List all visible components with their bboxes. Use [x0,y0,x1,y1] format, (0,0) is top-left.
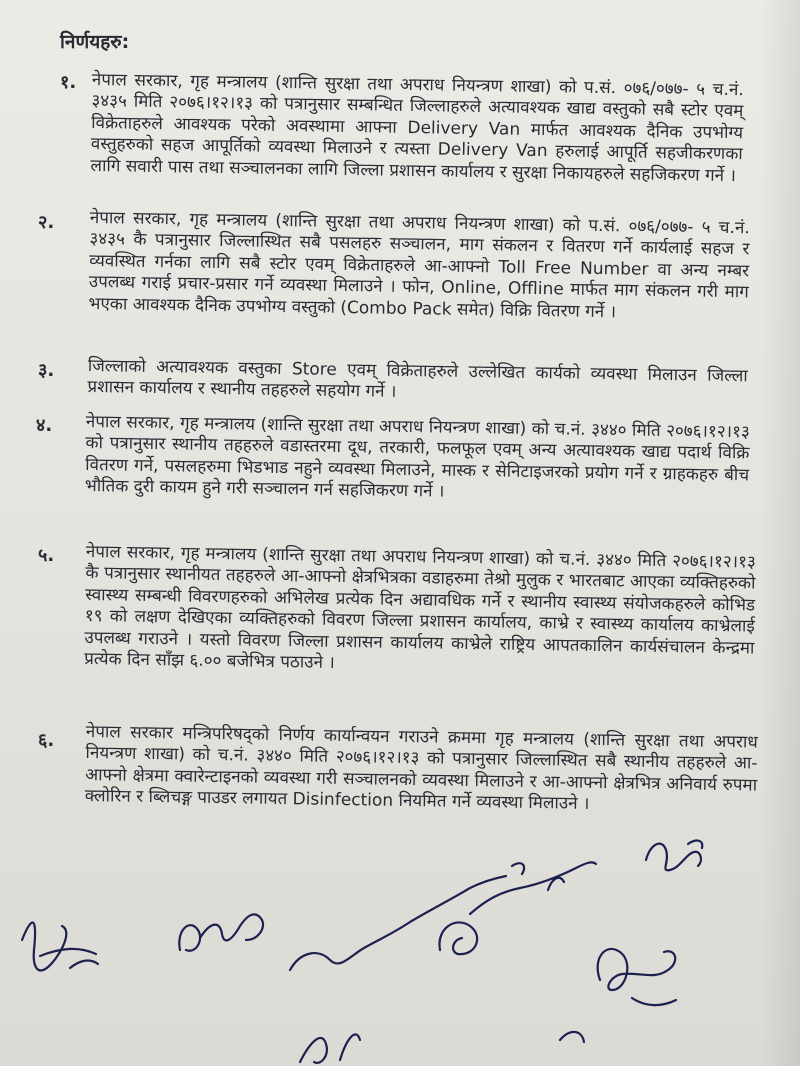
decisions-heading: निर्णयहरु: [60,31,130,53]
signature-4 [439,862,596,954]
decision-text: नेपाल सरकार मन्त्रिपरिषद्को निर्णय कार्यान्वयन गराउने क्रममा गृह मन्त्रालय (शान्ति सुरक्षा तथा अपराध नियन्त्रण शाखा) को च.नं. ३४४० मिति २०७६।१२।१३ को पत्रानुसार जिल्लास्थित सबै स्थानीय तहहरुले आ-आफ्नो क्षेत्रमा क्वारेन्टाइनको व्यवस्था गरी सञ्चालनको व्यवस्था मिलाउने र आ-आफ्नो क्षेत्रभित्र अनिवार्य रुपमा क्लोरिन र ब्लिचङ्ग पाउडर लगायत Disinfection नियमित गर्ने व्यवस्था मिलाउने । [84,722,758,815]
decision-number: ४. [36,415,53,436]
decision-number: ६. [38,730,55,751]
signature-2 [179,914,263,950]
signature-5 [646,841,702,871]
decision-text: नेपाल सरकार, गृह मन्त्रालय (शान्ति सुरक्षा तथा अपराध नियन्त्रण शाखा) को च.नं. ३४४० मिति २०७६।१२।१३ को पत्रानुसार स्थानीय तहहरुले वडास्तरमा दूध, तरकारी, फलफूल एवम् अन्य अत्यावश्यक खाद्य पदार्थ विक्रि वितरण गर्ने, पसलहरुमा भिडभाड नहुने व्यवस्था मिलाउने, मास्क र सेनिटाइजरको प्रयोग गर्ने र ग्राहकहरु बीच भौतिक दुरी कायम हुने गरी सञ्चालन गर्न सहजिकरण गर्ने । [84,412,750,502]
decision-text: नेपाल सरकार, गृह मन्त्रालय (शान्ति सुरक्षा तथा अपराध नियन्त्रण शाखा) को प.सं. ०७६/०७७- ५ च.नं. ३४३५ मिति २०७६।१२।१३ को पत्रानुसार सम्बन्धित जिल्लाहरुले अत्यावश्यक खाद्य वस्तुको सबै स्टोर एवम् विक्रेताहरुले आवश्यक परेको अवस्थामा आफ्ना Delivery Van मार्फत आवश्यक दैनिक उपभोग्य वस्तुहरुको सहज आपूर्तिको व्यवस्था मिलाउने र त्यस्ता Delivery Van हरुलाई आपूर्ति सहजीकरणका लागि सवारी पास तथा सञ्चालनका लागि जिल्ला प्रशासन कार्यालय र सुरक्षा निकायहरुले सहजिकरण गर्ने । [90,70,744,186]
signature-1 [22,923,98,971]
signatures-area [0,830,800,1066]
signature-6 [560,949,676,1042]
decision-number: २. [38,212,55,233]
decision-text: नेपाल सरकार, गृह मन्त्रालय (शान्ति सुरक्षा तथा अपराध नियन्त्रण शाखा) को च.नं. ३४४० मिति २०७६।१२।१३ कै पत्रानुसार स्थानीयत तहहरुले आ-आफ्नो क्षेत्रभित्रका वडाहरुमा तेश्रो मुलुक र भारतबाट आएका व्यक्तिहरुको स्वास्थ्य सम्बन्धी विवरणहरुको अभिलेख प्रत्येक दिन अद्यावधिक गर्ने र स्थानीय स्वास्थ्य संयोजकहरुले कोभिड १९ को लक्षण देखिएका व्यक्तिहरुको विवरण जिल्ला प्रशासन कार्यालय, काभ्रे र स्वास्थ्य कार्यालय काभ्रेलाई उपलब्ध गराउने । यस्तो विवरण जिल्ला प्रशासन कार्यालय काभ्रेले राष्ट्रिय आपतकालिन कार्यसंचालन केन्द्रमा प्रत्येक दिन साँझ ६.०० बजेभित्र पठाउने । [84,542,756,673]
decision-text: जिल्लाको अत्यावश्यक वस्तुका Store एवम् विक्रेताहरुले उल्लेखित कार्यको व्यवस्था मिलाउन जिल्ला प्रशासन कार्यालय र स्थानीय तहहरुले सहयोग गर्ने । [87,356,748,403]
signature-7 [300,1034,360,1063]
decision-number: ३. [38,360,55,381]
decision-number: १. [60,72,77,93]
decision-text: नेपाल सरकार, गृह मन्त्रालय (शान्ति सुरक्षा तथा अपराध नियन्त्रण शाखा) को प.सं. ०७६/०७७- ५ च.नं. ३४३५ कै पत्रानुसार जिल्लास्थित सबै पसलहरु सञ्चालन, माग संकलन र वितरण गर्ने कार्यलाई सहज र व्यवस्थित गर्नका लागि सबै स्टोर एवम् विक्रेताहरुले आ-आफ्नो Toll Free Number वा अन्य नम्बर उपलब्ध गराई प्रचार-प्रसार गर्ने व्यवस्था मिलाउने । फोन, Online, Offline मार्फत माग संकलन गरी माग भएका आवश्यक दैनिक उपभोग्य वस्तुको (Combo Pack समेत) विक्रि वितरण गर्ने । [88,208,750,322]
decision-number: ५. [38,545,55,566]
page-edge-shadow [760,0,800,1066]
signature-3 [290,863,524,970]
